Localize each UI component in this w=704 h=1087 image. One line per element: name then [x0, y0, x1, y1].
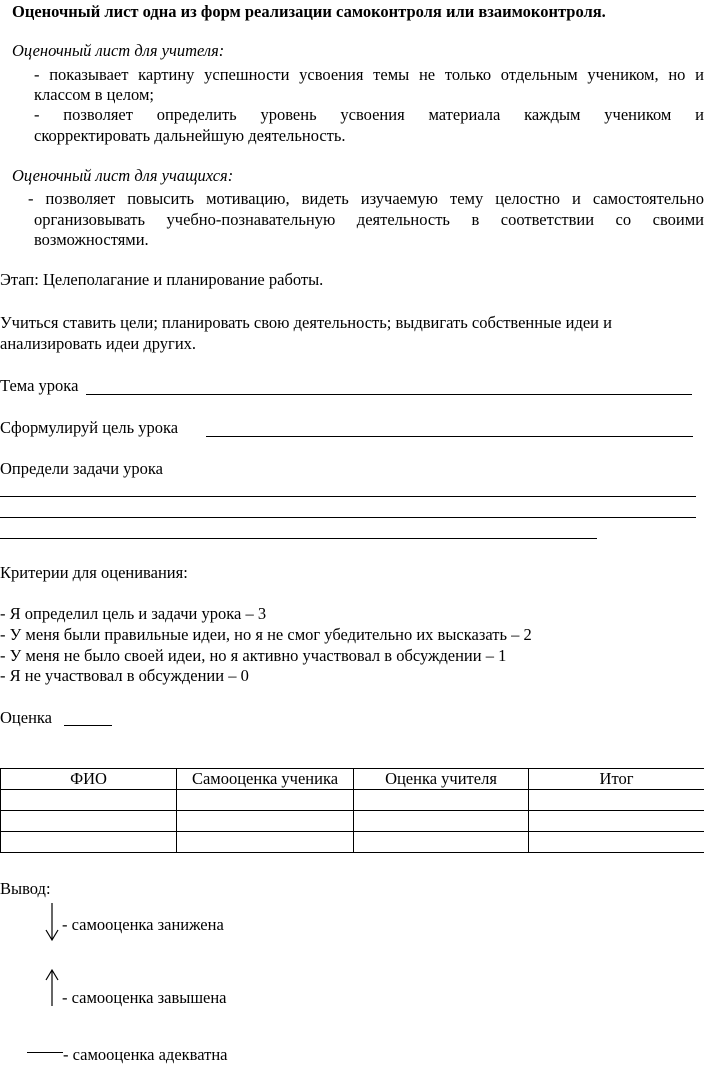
table-header-row [1, 769, 704, 790]
criteria-item: - У меня были правильные идеи, но я не смог убедительно их высказать – 2 [0, 625, 532, 644]
conclusion-down-text: - самооценка занижена [62, 915, 224, 934]
table-cell[interactable] [529, 832, 704, 853]
tasks-label: Определи задачи урока [0, 459, 164, 478]
table-row [1, 811, 704, 832]
table-cell[interactable] [354, 811, 529, 832]
table-cell[interactable] [177, 832, 354, 853]
students-line-1: - позволяет повысить мотивацию, видеть изучаемую тему целостно и самостоятельно [28, 189, 704, 208]
teacher-item-1-line-1: - показывает картину успешности усвоения темы не только отдельным учеником, но и [34, 65, 704, 84]
table-cell[interactable] [529, 790, 704, 811]
table-row [1, 832, 704, 853]
topic-answer-line[interactable] [86, 394, 692, 395]
table-cell[interactable] [1, 790, 177, 811]
assessment-table [0, 768, 704, 853]
arrow-down-icon [44, 903, 60, 943]
students-heading: Оценочный лист для учащихся: [12, 166, 234, 185]
conclusion-up-text: - самооценка завышена [62, 988, 227, 1007]
teacher-item-1-line-2: классом в целом; [34, 85, 154, 104]
table-header-fio: ФИО [1, 769, 177, 790]
criteria-item: - Я определил цель и задачи урока – 3 [0, 604, 267, 623]
table-cell[interactable] [529, 811, 704, 832]
table-row [1, 790, 704, 811]
goal-answer-line[interactable] [206, 436, 693, 437]
table-cell[interactable] [177, 790, 354, 811]
table-header-total: Итог [529, 769, 704, 790]
criteria-heading: Критерии для оценивания: [0, 563, 188, 582]
table-cell[interactable] [177, 811, 354, 832]
table-cell[interactable] [1, 832, 177, 853]
skills-line-1: Учиться ставить цели; планировать свою деятельность; выдвигать собственные идеи и [0, 313, 612, 332]
tasks-answer-line-1[interactable] [0, 496, 696, 497]
arrow-up-icon [44, 969, 60, 1007]
topic-label: Тема урока [0, 376, 79, 395]
goal-label: Сформулируй цель урока [0, 418, 179, 437]
table-cell[interactable] [354, 832, 529, 853]
table-cell[interactable] [1, 811, 177, 832]
table-header-self-assessment: Самооценка ученика [177, 769, 354, 790]
table-header-teacher-assessment: Оценка учителя [354, 769, 529, 790]
students-line-2: организовывать учебно-познавательную деятельность в соответствии со своими [34, 210, 704, 229]
grade-answer-line[interactable] [64, 725, 112, 726]
tasks-answer-line-2[interactable] [0, 517, 696, 518]
teacher-item-2-line-1: - позволяет определить уровень усвоения материала каждым учеником и [34, 105, 704, 124]
criteria-item: - У меня не было своей идеи, но я активно участвовал в обсуждении – 1 [0, 646, 507, 665]
tasks-answer-line-3[interactable] [0, 538, 597, 539]
page-title: Оценочный лист одна из форм реализации самоконтроля или взаимоконтроля. [12, 2, 606, 21]
table-cell[interactable] [354, 790, 529, 811]
stage-text: Этап: Целеполагание и планирование работы. [0, 270, 324, 289]
conclusion-equal-text: - самооценка адекватна [63, 1045, 228, 1064]
grade-label: Оценка [0, 708, 52, 727]
teacher-item-2-line-2: скорректировать дальнейшую деятельность. [34, 126, 346, 145]
criteria-item: - Я не участвовал в обсуждении – 0 [0, 666, 249, 685]
skills-line-2: анализировать идеи других. [0, 334, 197, 353]
conclusion-heading: Вывод: [0, 879, 51, 898]
adequate-line-icon [27, 1052, 63, 1053]
students-line-3: возможностями. [34, 230, 149, 249]
teacher-heading: Оценочный лист для учителя: [12, 41, 225, 60]
